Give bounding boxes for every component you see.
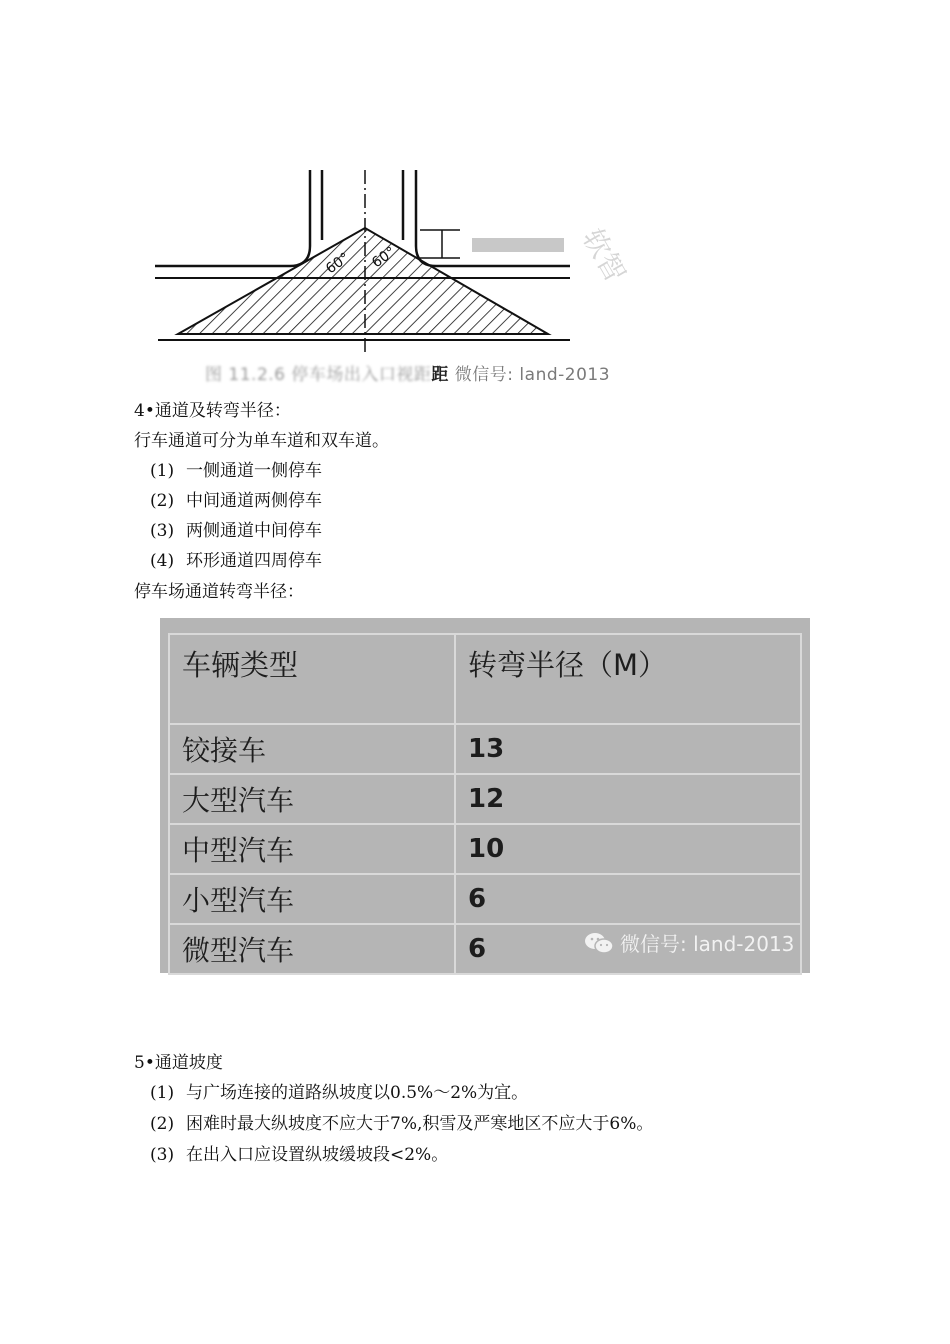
list-item-number: (3) xyxy=(150,521,175,541)
table-row xyxy=(169,824,801,874)
diagram-svg xyxy=(150,128,660,358)
cell-vehicle-type: 中型汽车 xyxy=(169,824,455,874)
list-item-text: 中间通道两侧停车 xyxy=(186,491,322,511)
list-item-number: (1) xyxy=(150,1083,175,1103)
section5-heading: 5•通道坡度 xyxy=(134,1053,223,1073)
cell-vehicle-type: 小型汽车 xyxy=(169,874,455,924)
table-row xyxy=(169,874,801,924)
table-intro: 停车场通道转弯半径： xyxy=(134,582,304,602)
list-item xyxy=(150,460,322,482)
table-watermark xyxy=(584,928,794,957)
column-header-vehicle-type: 车辆类型 xyxy=(169,634,455,724)
list-item-number: (1) xyxy=(150,461,175,481)
cell-vehicle-type: 微型汽车 xyxy=(169,924,455,974)
list-item xyxy=(150,1144,448,1166)
cell-turning-radius: 12 xyxy=(455,774,801,824)
list-item-number: (4) xyxy=(150,551,175,571)
angle-label-right: 60° xyxy=(369,243,399,272)
list-item-text: 在出入口应设置纵坡缓坡段<2%。 xyxy=(186,1145,449,1165)
figure-caption-end: 距 xyxy=(431,365,449,385)
list-item-number: (2) xyxy=(150,1114,175,1134)
figure-caption xyxy=(205,360,610,385)
table-watermark-text: 微信号: land-2013 xyxy=(620,932,795,956)
cell-turning-radius: 10 xyxy=(455,824,801,874)
list-item-text: 困难时最大纵坡度不应大于7%,积雪及严寒地区不应大于6%。 xyxy=(186,1114,654,1134)
list-item-number: (3) xyxy=(150,1145,175,1165)
cell-vehicle-type: 铰接车 xyxy=(169,724,455,774)
list-item xyxy=(150,1113,653,1135)
table-row xyxy=(169,774,801,824)
turning-radius-table xyxy=(168,633,802,975)
list-item xyxy=(150,1082,528,1104)
list-item-text: 环形通道四周停车 xyxy=(186,551,322,571)
list-item xyxy=(150,550,322,572)
list-item-text: 一侧通道一侧停车 xyxy=(186,461,322,481)
list-item-text: 与广场连接的道路纵坡度以0.5%～2%为宜。 xyxy=(186,1083,529,1103)
angle-label-left: 60° xyxy=(323,249,353,278)
cell-turning-radius: 6 xyxy=(455,924,801,974)
figure-caption-title: 图 11.2.6 停车场出入口视距 xyxy=(205,365,432,385)
wechat-icon xyxy=(584,931,614,955)
list-item-text: 两侧通道中间停车 xyxy=(186,521,322,541)
table-row xyxy=(169,724,801,774)
section4-heading: 4•通道及转弯半径： xyxy=(134,401,291,421)
cell-turning-radius: 6 xyxy=(455,874,801,924)
turning-radius-table-image xyxy=(160,618,810,973)
cell-turning-radius: 13 xyxy=(455,724,801,774)
cell-vehicle-type: 大型汽车 xyxy=(169,774,455,824)
figure-watermark: 微信号: land-2013 xyxy=(454,365,611,385)
list-item xyxy=(150,520,322,542)
column-header-turning-radius: 转弯半径（M） xyxy=(455,634,801,724)
list-item xyxy=(150,490,322,512)
list-item-number: (2) xyxy=(150,491,175,511)
sight-distance-diagram xyxy=(150,128,660,386)
table-header-row xyxy=(169,634,801,724)
svg-text:软智: 软智 xyxy=(575,223,633,289)
section4-intro: 行车通道可分为单车道和双车道。 xyxy=(134,431,389,451)
